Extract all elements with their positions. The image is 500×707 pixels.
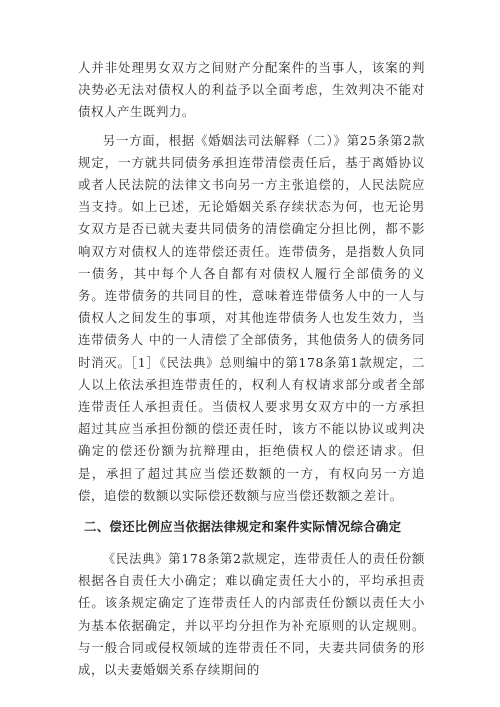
paragraph-3: 《民法典》第178条第2款规定，连带责任人的责任份额根据各自责任大小确定；难以确定责任大小的，平均承担责任。该条规定确定了连带责任人的内部责任份额以责任大小为基本依据确定，并以平均分担作为补充原则的认定规则。与一般合同或侵权领域的连带责任不同，夫妻共同债务的形成，以夫妻婚姻关系存续期间的 bbox=[78, 551, 425, 678]
document-body bbox=[78, 57, 425, 681]
paragraph-1: 人并非处理男女双方之间财产分配案件的当事人，该案的判决势必无法对债权人的利益予以全面考虑，生效判决不能对债权人产生既判力。 bbox=[78, 60, 425, 120]
section-heading: 二、偿还比例应当依据法律规定和案件实际情况综合确定 bbox=[84, 519, 402, 535]
paragraph-2: 另一方面，根据《婚姻法司法解释（二）》第25条第2款规定，一方就共同债务承担连带清偿责任后，基于离婚协议或者人民法院的法律文书向另一方主张追偿的，人民法院应当支持。如上已述，无论婚姻关系存续状态为何，也无论男女双方是否已就夫妻共同债务的清偿确定分担比例，都不影响双方对债权人的连带偿还责任。连带债务，是指数人负同一债务，其中每个人各自都有对债权人履行全部债务的义务。连带债务的共同目的性，意味着连带债务人中的一人与债权人之间发生的事项，对其他连带债务人也发生效力，当连带债务人 中的一人清偿了全部债务，其他债务人的债务同时消灭。［1］《民法典》总则编中的第178条第1款规定，二人以上依法承担连带责任的，权利人有权请求部分或者全部连带责任人承担责任。当债权人要求男女双方中的一方承担超过其应当承担份额的偿还责任时，该方不能以协议或判决确定的偿还份额为抗辩理由，拒绝债权人的偿还请求。但是，承担了超过其应当偿还数额的一方，有权向另一方追偿，追偿的数额以实际偿还数额与应当偿还数额之差计。 bbox=[78, 132, 425, 503]
